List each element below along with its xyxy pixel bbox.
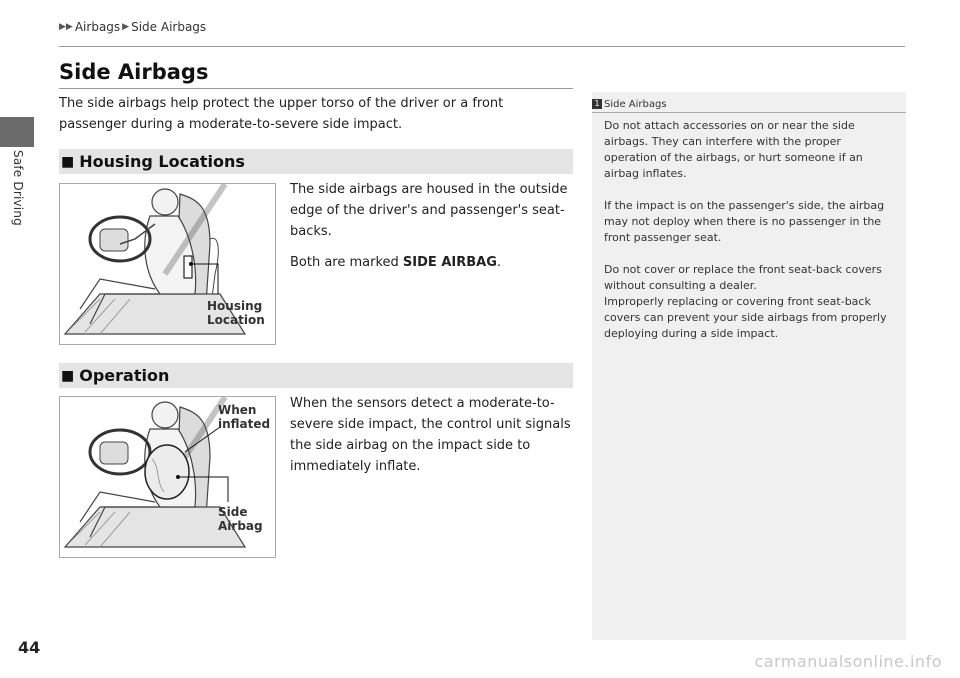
breadcrumb: [59, 20, 206, 34]
page-title: Side Airbags: [59, 60, 209, 84]
airbag-marking-paragraph: Both are marked SIDE AIRBAG.: [290, 255, 502, 270]
figure-airbag-inflated: [59, 396, 276, 558]
breadcrumb-arrow-icon: ▶: [122, 22, 130, 32]
square-bullet-icon: ■: [61, 153, 75, 170]
notes-heading-label: Side Airbags: [604, 98, 667, 110]
page-number: 44: [18, 638, 41, 657]
note-paragraph: Improperly replacing or covering front seat-back covers can prevent your side airbags from properly deploying during a side impact.: [604, 295, 887, 340]
note-paragraph: Do not cover or replace the front seat-back covers without consulting a dealer.: [604, 263, 882, 292]
notes-heading: [592, 96, 906, 113]
square-bullet-icon: ■: [61, 367, 75, 384]
section-heading-label: Housing Locations: [79, 152, 245, 171]
intro-paragraph: The side airbags help protect the upper torso of the driver or a front passenger during a moderate-to-severe side impact.: [59, 96, 504, 132]
breadcrumb-arrow-icon: ▶▶: [59, 22, 73, 32]
figure-housing-location: [59, 183, 276, 345]
notes-sidebar: [592, 92, 906, 640]
section-heading-housing-locations: [59, 149, 573, 174]
housing-locations-paragraph: The side airbags are housed in the outside edge of the driver's and passenger's seat-backs.: [290, 182, 568, 239]
side-airbag-mark: SIDE AIRBAG: [402, 255, 497, 270]
figure-label-side-airbag: Side Airbag: [218, 505, 263, 533]
note-marker-icon: 1: [592, 99, 602, 109]
watermark: carmanualsonline.info: [754, 652, 942, 671]
figure-label-when-inflated: When inflated: [218, 403, 271, 431]
section-heading-label: Operation: [79, 366, 170, 385]
note-paragraph: If the impact is on the passenger's side, the airbag may not deploy when there is no passenger in the front passenger seat.: [604, 199, 885, 244]
figure-label-housing-location: Housing Location: [207, 299, 265, 327]
operation-paragraph: When the sensors detect a moderate-to-severe side impact, the control unit signals the side airbag on the impact side to immediately inflate.: [290, 396, 571, 474]
breadcrumb-item-airbags[interactable]: Airbags: [74, 20, 121, 34]
header-divider: [59, 46, 905, 47]
section-tab: [0, 117, 34, 147]
section-tab-label: Safe Driving: [11, 150, 25, 226]
note-paragraph: Do not attach accessories on or near the side airbags. They can interfere with the proper operation of the airbags, or hurt someone if an airbag inflates.: [604, 119, 863, 180]
section-heading-operation: [59, 363, 573, 388]
breadcrumb-item-side-airbags[interactable]: Side Airbags: [131, 20, 207, 34]
notes-body: [604, 118, 896, 358]
title-divider: [59, 88, 573, 89]
